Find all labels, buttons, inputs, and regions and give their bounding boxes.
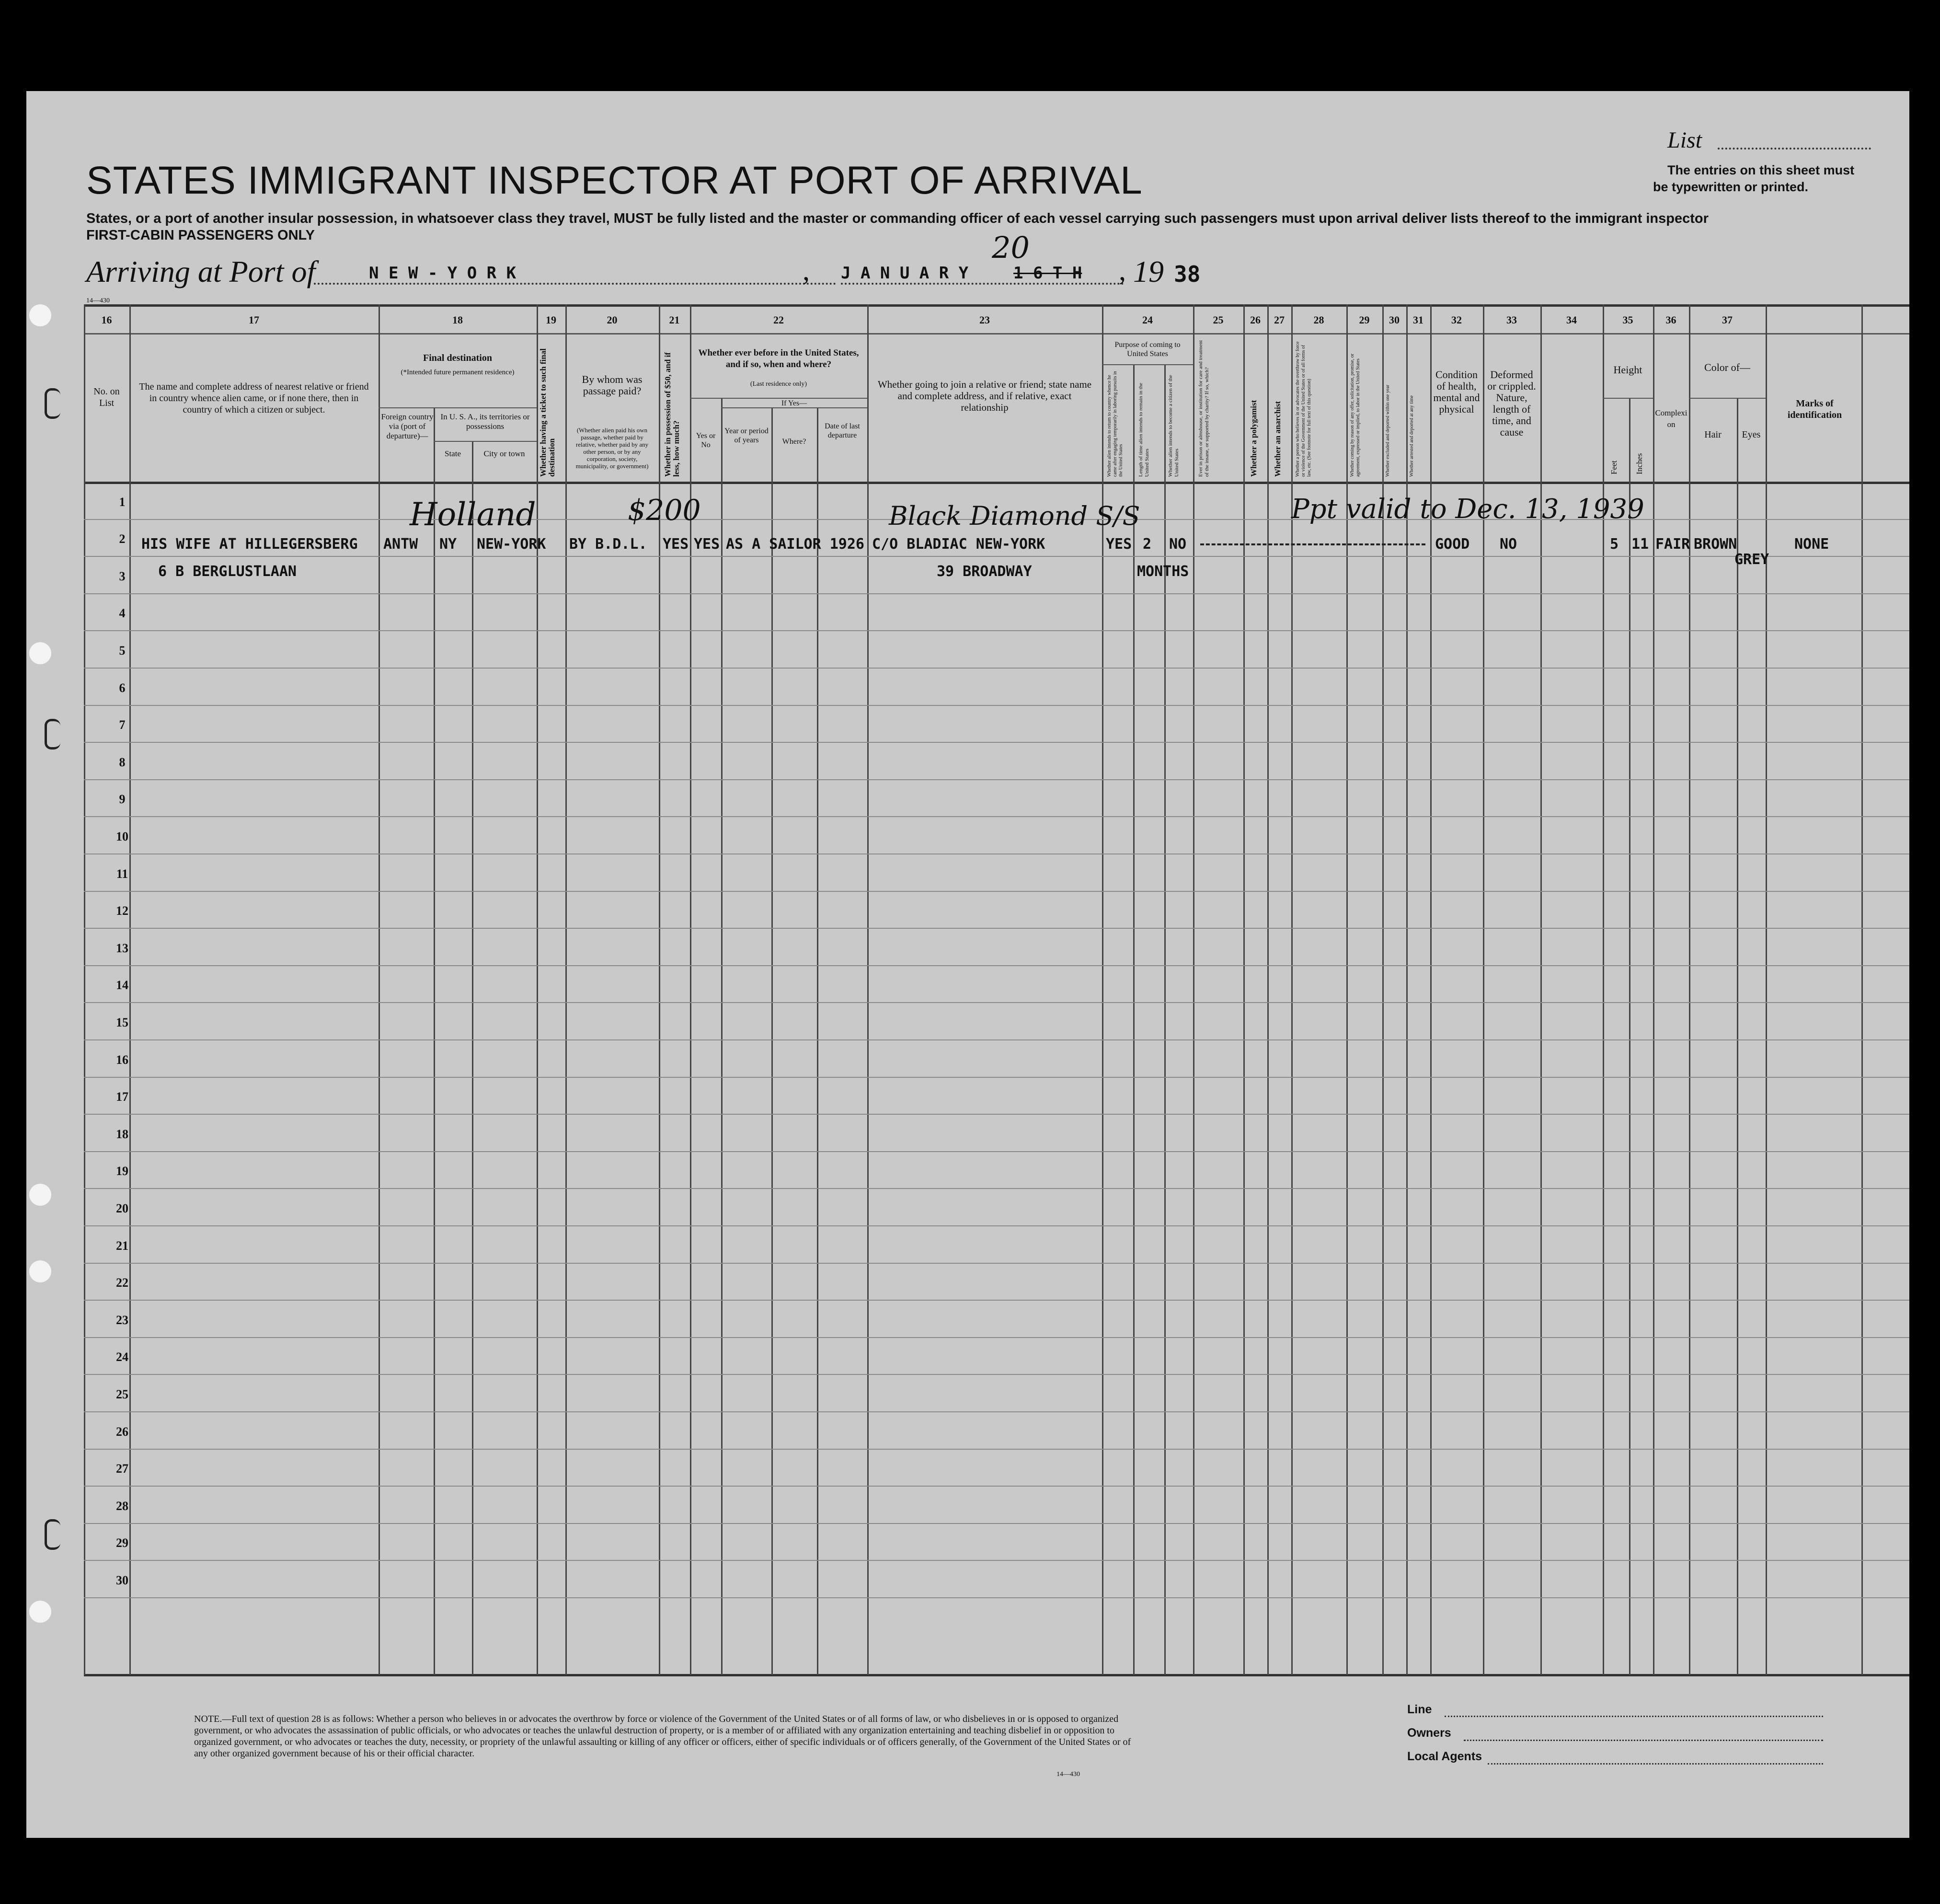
col33-header: Deformed or crippled. Nature, length of time, and cause: [1487, 369, 1536, 438]
possession-50-value: YES: [663, 536, 689, 553]
col22-title: Whether ever before in the United States, and if so, when and where?: [698, 348, 859, 369]
row-number: 12: [116, 904, 128, 918]
row-number: 5: [119, 644, 126, 658]
year-printed: 19: [1133, 254, 1164, 288]
col-num-32: 32: [1451, 314, 1462, 326]
row-rule: [84, 779, 1909, 780]
row-rule: [84, 1225, 1909, 1226]
row-rule: [84, 556, 1909, 557]
eye-color-value: GREY: [1734, 551, 1769, 568]
row-rule: [84, 1411, 1909, 1412]
col16-header: No. on List: [93, 386, 120, 408]
date-line: [841, 283, 1124, 285]
col-num-25: 25: [1213, 314, 1224, 326]
row-rule: [84, 928, 1909, 929]
port-line: [314, 283, 836, 285]
form-number-bottom: 14—430: [1056, 1771, 1080, 1778]
punch-hole: [29, 304, 51, 326]
col-num-30: 30: [1389, 314, 1400, 326]
dash-line-cols-25-31: [1200, 543, 1425, 545]
row-number: 10: [116, 830, 128, 843]
handwritten-country: Holland: [410, 496, 536, 533]
col34-inches-header: Inches: [1635, 453, 1644, 474]
row-number: 20: [116, 1201, 128, 1215]
col27-header: Whether an anarchist: [1273, 401, 1282, 477]
binder-clip-mark: [45, 388, 60, 419]
row-number: 26: [116, 1424, 128, 1439]
row-number: 14: [116, 978, 128, 992]
where-before-value: AS A SAILOR 1926: [726, 536, 864, 553]
col30-header: Whether excluded and deported within one year: [1385, 384, 1390, 477]
col24-title: Purpose of coming to United States: [1114, 341, 1181, 358]
row-rule: [84, 742, 1909, 743]
col18-city-header: City or town: [483, 449, 525, 458]
manifest-sheet: List The entries on this sheet must be typewritten or printed. STATES IMMIGRANT INSPECTOR AT PORT OF ARRIVAL States, or a port of another insular possession, in whatsoever class they travel, MUST be fully listed and the master or commanding officer of each vessel carrying such passengers must upon arrival deliver lists thereof to the immigrant inspector FIRST-CABIN PASSENGERS ONLY Arriving at Port of N E W - Y O R K , J A N U A R Y 1 6 T H 20 , 19 38 14—430 16 17 18 19 20 21 22 23 24 25 26 27 28 29 30 31 32 33 34 35 36 37 No. on List The name and complete address of nearest relative or friend in country whence alien came, or if none there, then in country of which a citizen or subject. Final destination (*Intended future permanent residence) Foreign country via (port of departure)— In U. S. A., its territories or possessions State City or town Whether having a ticket to such final destination By whom was passage paid? (Whether alien paid his own passage, whether paid by relative, whether paid by any other person, or by any corporation, society, municipality, or government) Whether in possession of $50, and if less, how much? Whether ever before in the United States, and if so, when and where? (Last residence only) If Yes— Yes or No Year or period of years Where? Date of last departure Whether going to join a relative or friend; state name and complete address, and if relative, exact relationship Purpose of coming to United States Whether alien intends to return to country whence he came after engaging temporarily in laboring pursuits in the United States Length of time alien intends to remain in the United States Whether alien intends to become a citizen of the United States Ever in prison or almshouse, or institution for care and treatment of the insane, or supported by charity? If so, which? Whether a polygamist Whether an anarchist Whether a person who believes in or advocates the overthrow by force or violence of the Government of the United States or of all forms of law, etc. (See footnote for full text of this question) Whether coming by reason of any offer, solicitation, promise, or agreement, expressed or implied, to labor in the United States Whether excluded and deported within one year Whether arrested and deported at any time Condition of health, mental and physical Deformed or crippled. Nature, length of time, and cause Height Feet Inches Complexion Color of— Hair Eyes Marks of identification 1 2 3 4 5 6 7 8 9 10 11 12 13 14 15 16 17 18 19 20 21 22 23 24 25 26 27 28 29 30 Holland $200 Black Diamond S/S Ppt valid to Dec. 13, 1939 HIS WIFE AT HILLEGERSBERG 6 B BERGLUSTLAAN ANTW NY NEW-YORK BY B.D.L. YES YES AS A SAILOR 1926 C/O BLADIAC NEW-YORK 39 BROADWAY YES 2 MONTHS NO GOOD NO 5 11 FAIR BROWN GREY NONE NOTE.—Full text of question 28 is as follows: Whether a person who believes in or advocates the overthrow by force or violence of the Government of the United States or of all forms of law, or who disbelieves in or is opposed to organized government, or who advocates the assassination of public officials, or who advocates or teaches the unlawful destruction of property, or is a member of or affiliated with any organization entertaining and teaching disbelief in or opposition to organized government, or who advocates or teaches the duty, necessity, or propriety of the unlawful assaulting or killing of any officer or officers, either of specific individuals or of officers generally, of the Government of the United States or of any other organized government because of his or their official character. 14—430 Line Owners Local Agents: [26, 91, 1909, 1838]
row-number: 17: [116, 1090, 128, 1104]
col18-note: (*Intended future permanent residence): [401, 369, 515, 376]
col-num-29: 29: [1359, 314, 1370, 326]
col36-title: Color of—: [1704, 361, 1750, 373]
col-num-17: 17: [249, 314, 259, 326]
row-rule: [84, 1560, 1909, 1561]
col22-yesno-header: Yes or No: [696, 432, 716, 449]
row-rule: [84, 1151, 1909, 1152]
col22-date-header: Date of last departure: [825, 422, 860, 439]
list-label: List: [1667, 127, 1702, 153]
col25-header: Ever in prison or almshouse, or institution for care and treatment of the insane, or supported by charity? If so, which?: [1198, 340, 1210, 477]
entries-note-line1: The entries on this sheet must: [1667, 163, 1855, 177]
col18-usa-header: In U. S. A., its territories or possessions: [440, 412, 530, 431]
joining-line1: C/O BLADIAC NEW-YORK: [872, 536, 1045, 553]
punch-hole: [29, 1601, 51, 1623]
deformed-value: NO: [1500, 536, 1517, 553]
row-number: 3: [119, 569, 126, 583]
health-value: GOOD: [1435, 536, 1470, 553]
owners-field: [1464, 1740, 1823, 1741]
row-number: 6: [119, 681, 126, 695]
col19-header: Whether having a ticket to such final destination: [539, 348, 556, 477]
row-number: 4: [119, 606, 126, 621]
col29-header: Whether coming by reason of any offer, solicitation, promise, or agreement, expressed or implied, to labor in the United States: [1350, 353, 1361, 477]
col37-header: Marks of identification: [1787, 398, 1842, 420]
col28-header: Whether a person who believes in or advocates the overthrow by force or violence of the Government of the United States or of all forms of law, etc. (See footnote for full text of this question): [1295, 341, 1312, 477]
row-number: 1: [119, 495, 126, 509]
row-rule: [84, 1337, 1909, 1338]
col-num-23: 23: [979, 314, 990, 326]
row-rule: [84, 1077, 1909, 1078]
row-number: 30: [116, 1573, 128, 1587]
cabin-class-label: FIRST-CABIN PASSENGERS ONLY: [86, 228, 315, 243]
col18-title: Final destination: [423, 353, 492, 363]
row-rule: [84, 1597, 1909, 1598]
handwritten-joining-note: Black Diamond S/S: [889, 501, 1140, 531]
col-num-19: 19: [546, 314, 556, 326]
col22-where-header: Where?: [782, 438, 806, 446]
col34-title: Height: [1613, 364, 1642, 376]
col24-a-header: Whether alien intends to return to country whence he came after engaging temporarily in laboring pursuits in the United States: [1107, 371, 1124, 477]
row-rule: [84, 1039, 1909, 1040]
row-number: 16: [116, 1052, 128, 1067]
col-num-16: 16: [101, 314, 112, 326]
row-rule: [84, 593, 1909, 594]
row-number: 24: [116, 1350, 128, 1364]
relative-address-line2: 6 B BERGLUSTLAAN: [158, 563, 297, 580]
row-number: 9: [119, 792, 126, 807]
row-number: 18: [116, 1127, 128, 1141]
punch-hole: [29, 1260, 51, 1282]
col-num-26: 26: [1250, 314, 1261, 326]
col18-foreign-header: Foreign country via (port of departure)—: [381, 412, 434, 440]
row-number: 11: [116, 866, 128, 881]
col21-header: Whether in possession of $50, and if less, how much?: [663, 352, 681, 477]
col-num-33: 33: [1506, 314, 1517, 326]
row-number: 23: [116, 1313, 128, 1327]
col36-hair-header: Hair: [1704, 429, 1722, 440]
col31-header: Whether arrested and deported at any time: [1409, 395, 1414, 477]
col24-c-header: Whether alien intends to become a citizen of the United States: [1168, 375, 1180, 477]
row-rule: [84, 1486, 1909, 1487]
row-rule: [84, 891, 1909, 892]
row-rule: [84, 1523, 1909, 1524]
row-number: 27: [116, 1462, 128, 1476]
year-value: 38: [1174, 261, 1201, 287]
col35-header: Complexion: [1655, 408, 1687, 429]
line-label: Line: [1407, 1703, 1432, 1716]
row-rule: [84, 1263, 1909, 1264]
punch-hole: [29, 642, 51, 664]
height-inches-value: 11: [1631, 536, 1649, 553]
before-in-us-value: YES: [694, 536, 720, 553]
row-rule: [84, 705, 1909, 706]
row-rule: [84, 1188, 1909, 1189]
city-value: NEW-YORK: [477, 536, 546, 553]
row-rule: [84, 1374, 1909, 1375]
line-field: [1445, 1716, 1823, 1717]
col18-state-header: State: [445, 449, 461, 458]
hair-color-value: BROWN: [1694, 536, 1737, 553]
relative-address-line1: HIS WIFE AT HILLEGERSBERG: [141, 536, 358, 553]
col36-eyes-header: Eyes: [1742, 429, 1761, 440]
col-num-28: 28: [1313, 314, 1324, 326]
col-num-21: 21: [669, 314, 680, 326]
row-number: 25: [116, 1387, 128, 1401]
col22-ifyes: If Yes—: [781, 399, 807, 407]
row-number: 22: [116, 1276, 128, 1290]
row-number: 29: [116, 1536, 128, 1550]
col24-b-header: Length of time alien intends to remain in the United States: [1138, 382, 1150, 477]
col20-note: (Whether alien paid his own passage, whether paid by relative, whether paid by any other person, or by any corporation, society, municipality, or government): [575, 427, 649, 470]
month-value: J A N U A R Y: [841, 264, 969, 283]
col22-year-header: Year or period of years: [724, 427, 769, 444]
local-agents-field: [1488, 1763, 1823, 1765]
height-feet-value: 5: [1610, 536, 1619, 553]
punch-hole: [29, 1184, 51, 1206]
col-num-35: 35: [1622, 314, 1633, 326]
col-num-27: 27: [1274, 314, 1285, 326]
handwritten-amount: $200: [628, 494, 701, 527]
col-num-34: 34: [1566, 314, 1577, 326]
row-rule: [84, 816, 1909, 817]
col-num-24: 24: [1142, 314, 1153, 326]
row-rule: [84, 668, 1909, 669]
col22-note: (Last residence only): [750, 381, 807, 388]
col-num-22: 22: [773, 314, 784, 326]
col23-header: Whether going to join a relative or friend; state name and complete address, and if relative, exact relationship: [877, 379, 1092, 413]
col17-header: The name and complete address of nearest relative or friend in country whence alien came, or if none there, then in country of which a citizen or subject.: [139, 381, 369, 415]
col-num-31: 31: [1413, 314, 1423, 326]
col-num-37: 37: [1722, 314, 1733, 326]
col26-header: Whether a polygamist: [1249, 400, 1258, 477]
col32-header: Condition of health, mental and physical: [1433, 369, 1480, 415]
struck-day-value: 1 6 T H: [1013, 264, 1082, 283]
handwritten-day: 20: [992, 230, 1030, 265]
stay-length-unit: MONTHS: [1137, 563, 1189, 580]
owners-label: Owners: [1407, 1726, 1451, 1740]
arriving-label: Arriving at Port of: [86, 254, 316, 288]
col-num-20: 20: [607, 314, 618, 326]
row-number: 13: [116, 941, 128, 955]
complexion-value: FAIR: [1655, 536, 1690, 553]
stay-length-value: 2: [1143, 536, 1152, 553]
identification-marks-value: NONE: [1794, 536, 1829, 553]
instructions-text: States, or a port of another insular possession, in whatsoever class they travel, MUST be fully listed and the master or commanding officer of each vessel carrying such passengers must upon arrival deliver lists thereof to the immigrant inspector: [86, 211, 1709, 226]
binder-clip-mark: [45, 1519, 60, 1550]
passage-paid-value: BY B.D.L.: [569, 536, 647, 553]
citizen-intent-value: NO: [1169, 536, 1187, 553]
row-number: 28: [116, 1499, 128, 1513]
row-rule: [84, 1300, 1909, 1301]
col20-title: By whom was passage paid?: [582, 373, 643, 397]
col-num-18: 18: [452, 314, 463, 326]
page-title: STATES IMMIGRANT INSPECTOR AT PORT OF ARRIVAL: [86, 159, 1143, 202]
port-value: N E W - Y O R K: [369, 264, 517, 283]
foreign-port-value: ANTW: [383, 536, 418, 553]
row-number: 15: [116, 1015, 128, 1029]
col34-feet-header: Feet: [1609, 460, 1619, 474]
row-rule: [84, 965, 1909, 966]
state-value: NY: [439, 536, 457, 553]
return-intent-value: YES: [1106, 536, 1132, 553]
col-num-36: 36: [1665, 314, 1676, 326]
question-28-footnote: NOTE.—Full text of question 28 is as follows: Whether a person who believes in or advocates the overthrow by force or violence of the Government of the United States or of all forms of law, or who disbelieves in or is opposed to organized government, or who advocates the assassination of public officials, or who advocates or teaches the unlawful destruction of property, or is a member of or affiliated with any organization entertaining and teaching disbelief in or opposition to organized government, or who advocates or teaches the duty, necessity, or propriety of the unlawful assaulting or killing of any officer or officers, either of specific individuals or of officers generally, of the Government of the United States or of any other organized government because of his or their official character.: [194, 1714, 1131, 1759]
row-rule: [84, 1002, 1909, 1003]
row-number: 19: [116, 1164, 128, 1178]
row-number: 8: [119, 755, 126, 769]
binder-clip-mark: [45, 719, 60, 750]
row-rule: [84, 630, 1909, 631]
form-number-top: 14—430: [86, 297, 110, 304]
entries-note-line2: be typewritten or printed.: [1653, 180, 1809, 194]
row-rule: [84, 1114, 1909, 1115]
local-agents-label: Local Agents: [1407, 1750, 1482, 1763]
list-number-line: [1718, 148, 1871, 150]
handwritten-passport-note: Ppt valid to Dec. 13, 1939: [1291, 494, 1644, 525]
joining-line2: 39 BROADWAY: [937, 563, 1032, 580]
row-rule: [84, 1449, 1909, 1450]
row-number: 21: [116, 1238, 128, 1253]
row-number: 2: [119, 532, 126, 546]
row-number: 7: [119, 718, 126, 732]
